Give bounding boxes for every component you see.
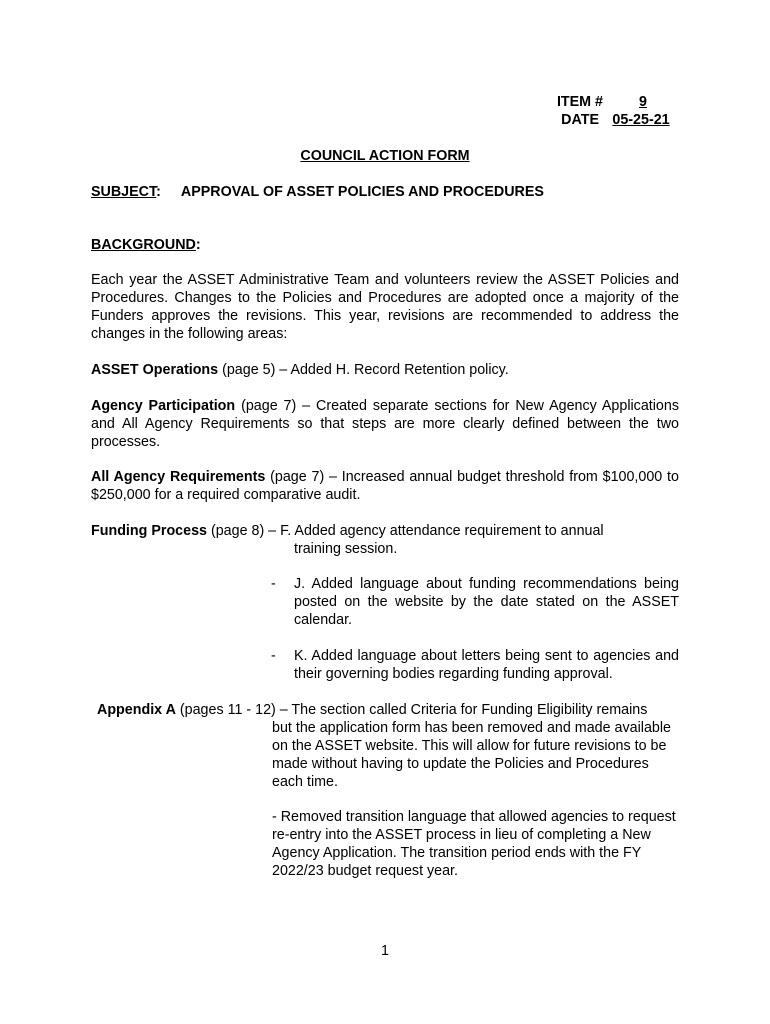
funding-bullet-k: K. Added language about letters being sent to agencies and their governing bodies regarding funding approval. [294,648,679,682]
subject-line [91,183,544,201]
requirements-title: All Agency Requirements [91,469,266,485]
funding-bullet-dash: - [271,648,276,664]
participation-text: (page 7) – Created separate sections for New Agency Applications and All Agency Requirements so that steps are more clearly defined between the two processes. [91,398,679,450]
funding-bullet-dash: - [271,576,276,592]
participation-title: Agency Participation [91,398,236,414]
appendix-title: Appendix A [97,702,176,718]
section-requirements [91,468,679,504]
item-number: 9 [639,94,647,110]
subject-colon: : [156,184,161,200]
date-label: DATE [561,112,600,128]
appendix-text-line1: (pages 11 - 12) – The section called Criteria for Funding Eligibility remains [175,702,648,718]
background-colon: : [195,237,201,253]
requirements-text: (page 7) – Increased annual budget threshold from $100,000 to $250,000 for a required comparative audit. [91,469,679,503]
operations-text: (page 5) – Added H. Record Retention policy. [218,362,509,378]
page-number: 1 [381,943,389,959]
section-appendix [97,701,647,719]
background-label: BACKGROUND [91,237,196,253]
funding-text-line2: training session. [294,541,398,557]
operations-title: ASSET Operations [91,362,219,378]
subject-label: SUBJECT [91,184,157,200]
section-participation [91,397,679,451]
form-title: COUNCIL ACTION FORM [300,148,470,164]
appendix-note: - Removed transition language that allowed agencies to request re-entry into the ASSET process in lieu of completing a New Agency Application. The transition period ends with the FY 2022/23 budget request year. [272,809,676,879]
background-intro: Each year the ASSET Administrative Team and volunteers review the ASSET Policies and Procedures. Changes to the Policies and Procedures are adopted once a majority of the Funders approves the revisions. This year, revisions are recommended to address the changes in the following areas: [91,272,679,342]
item-label: ITEM # [556,94,604,110]
background-heading [91,236,201,254]
section-operations [91,361,679,379]
funding-title: Funding Process [91,523,207,539]
section-funding [91,522,604,540]
appendix-text-rest: but the application form has been removed and made available on the ASSET website. This will allow for future revisions to be made without having to update the Policies and Procedures each time. [272,720,671,790]
date-value: 05-25-21 [612,112,670,128]
subject-text: APPROVAL OF ASSET POLICIES AND PROCEDURES [180,184,544,200]
funding-bullet-j: J. Added language about funding recommendations being posted on the website by the date stated on the ASSET calendar. [294,576,679,628]
item-number-line [557,93,679,111]
funding-text-line1: (page 8) – F. Added agency attendance requirement to annual [206,523,604,539]
date-line [561,111,679,129]
